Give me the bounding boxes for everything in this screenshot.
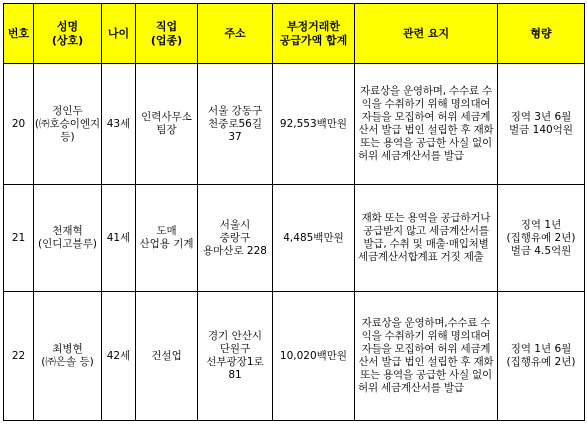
cell-name: 천재혁 (인디고블루) — [34, 185, 102, 292]
cell-no: 20 — [4, 64, 34, 185]
cell-age: 43세 — [102, 64, 136, 185]
cell-sentence: 징역 1년 (집행유예 2년) 벌금 4.5억원 — [498, 185, 585, 292]
header-summary: 관련 요지 — [355, 4, 498, 64]
cell-job: 도매 산업용 기계 — [136, 185, 198, 292]
cell-address: 서울시 중랑구 용마산로 228 — [198, 185, 273, 292]
cell-amount: 4,485백만원 — [273, 185, 355, 292]
cell-amount: 10,020백만원 — [273, 292, 355, 421]
cell-sentence: 징역 3년 6월 벌금 140억원 — [498, 64, 585, 185]
header-no: 번호 — [4, 4, 34, 64]
header-address: 주소 — [198, 4, 273, 64]
cell-name: 정인두 (㈜호승이엔지 등) — [34, 64, 102, 185]
cell-name: 최병현 (㈜은솔 등) — [34, 292, 102, 421]
cell-summary: 자료상을 운영하며,수수료 수익을 수취하기 위해 명의대여자들을 모집하여 허위 세금계산서 발급 법인 설립한 후 재화 또는 용역을 공급한 사실 없이 허위 세금계산서를 발급 — [355, 292, 498, 421]
header-sentence: 형량 — [498, 4, 585, 64]
cell-age: 41세 — [102, 185, 136, 292]
cell-sentence: 징역 1년 6월 (집행유예 2년) — [498, 292, 585, 421]
header-name: 성명 (상호) — [34, 4, 102, 64]
header-row — [4, 4, 585, 64]
cell-address: 경기 안산시 단원구 선부광장1로 81 — [198, 292, 273, 421]
table-row — [4, 292, 585, 421]
cell-summary: 재화 또는 용역을 공급하거나 공급받지 않고 세금계산서를 발급, 수취 및 매출·매입처별 세금계산서합계표 거짓 제출 — [355, 185, 498, 292]
cell-amount: 92,553백만원 — [273, 64, 355, 185]
header-amount: 부정거래한 공급가액 합계 — [273, 4, 355, 64]
table-row — [4, 64, 585, 185]
cell-no: 22 — [4, 292, 34, 421]
cell-summary: 자료상을 운영하며, 수수료 수익을 수취하기 위해 명의대여자들을 모집하여 허위 세금계산서 발급 법인 설립한 후 재화 또는 용역을 공급한 사실 없이 허위 세금계산서를 발급 — [355, 64, 498, 185]
table-row — [4, 185, 585, 292]
cell-job: 인력사무소 팀장 — [136, 64, 198, 185]
header-job: 직업 (업종) — [136, 4, 198, 64]
cell-no: 21 — [4, 185, 34, 292]
cell-age: 42세 — [102, 292, 136, 421]
cell-job: 건설업 — [136, 292, 198, 421]
offender-table — [3, 3, 585, 421]
header-age: 나이 — [102, 4, 136, 64]
cell-address: 서울 강동구 천중로56길 37 — [198, 64, 273, 185]
